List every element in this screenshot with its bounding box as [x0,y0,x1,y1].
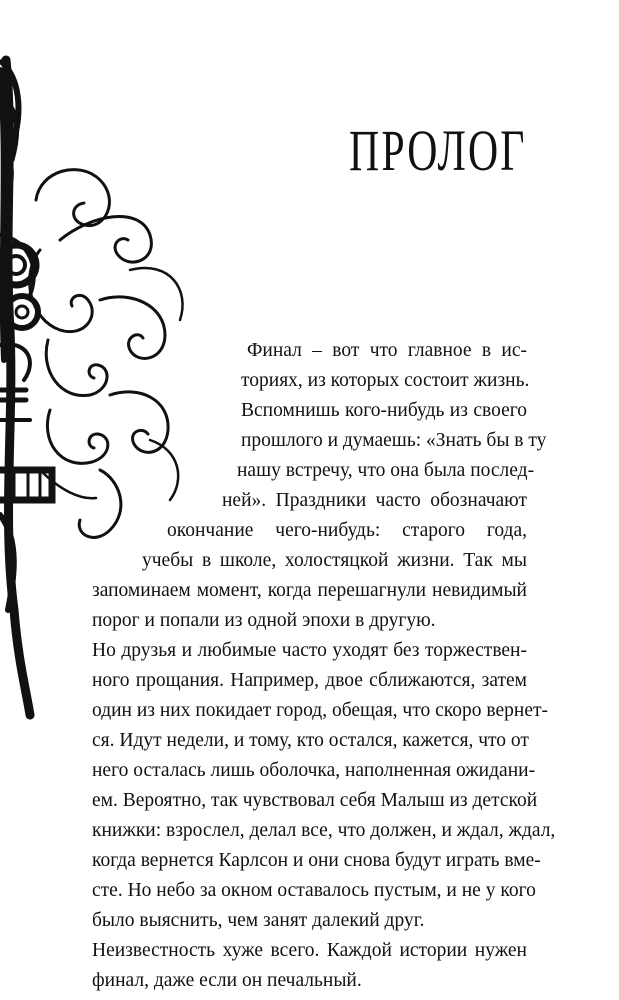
text-line: Финал – вот что главное в ис- [247,340,527,361]
text-line: ся. Идут недели, и тому, кто остался, кажется, что от [92,730,529,751]
text-line: один из них покидает город, обещая, что скоро вернет- [92,700,548,721]
text-line: ем. Вероятно, так чувствовал себя Малыш из детской [92,790,538,811]
text-line: Но друзья и любимые часто уходят без торжествен- [92,640,527,661]
text-line: книжки: взрослел, делал все, что должен, и ждал, ждал, [92,820,556,841]
text-line: Неизвестность хуже всего. Каждой истории нужен [92,940,527,961]
text-line: финал, даже если он печальный. [92,970,362,991]
text-line: сте. Но небо за окном оставалось пустым, и не у кого [92,880,536,901]
text-line: Вспомнишь кого-нибудь из своего [241,400,527,421]
text-line: порог и попали из одной эпохи в другую. [92,610,436,631]
text-line: нашу встречу, что она была послед- [237,460,535,481]
text-line: ней». Праздники часто обозначают [222,490,527,511]
text-line: ториях, из которых состоит жизнь. [241,370,530,391]
chapter-title: ПРОЛОГ [349,118,527,183]
text-line: него осталась лишь оболочка, наполненная ожидани- [92,760,536,781]
text-line: учебы в школе, холостяцкой жизни. Так мы [142,550,527,571]
text-line: было выяснить, чем занят далекий друг. [92,910,425,931]
text-line: окончание чего-нибудь: старого года, [167,520,527,541]
text-line: запоминаем момент, когда перешагнули невидимый [92,580,527,601]
text-line: когда вернется Карлсон и они снова будут играть вме- [92,850,541,871]
text-line: ного прощания. Например, двое сближаются, затем [92,670,527,691]
text-line: прошлого и думаешь: «Знать бы в ту [241,430,547,451]
